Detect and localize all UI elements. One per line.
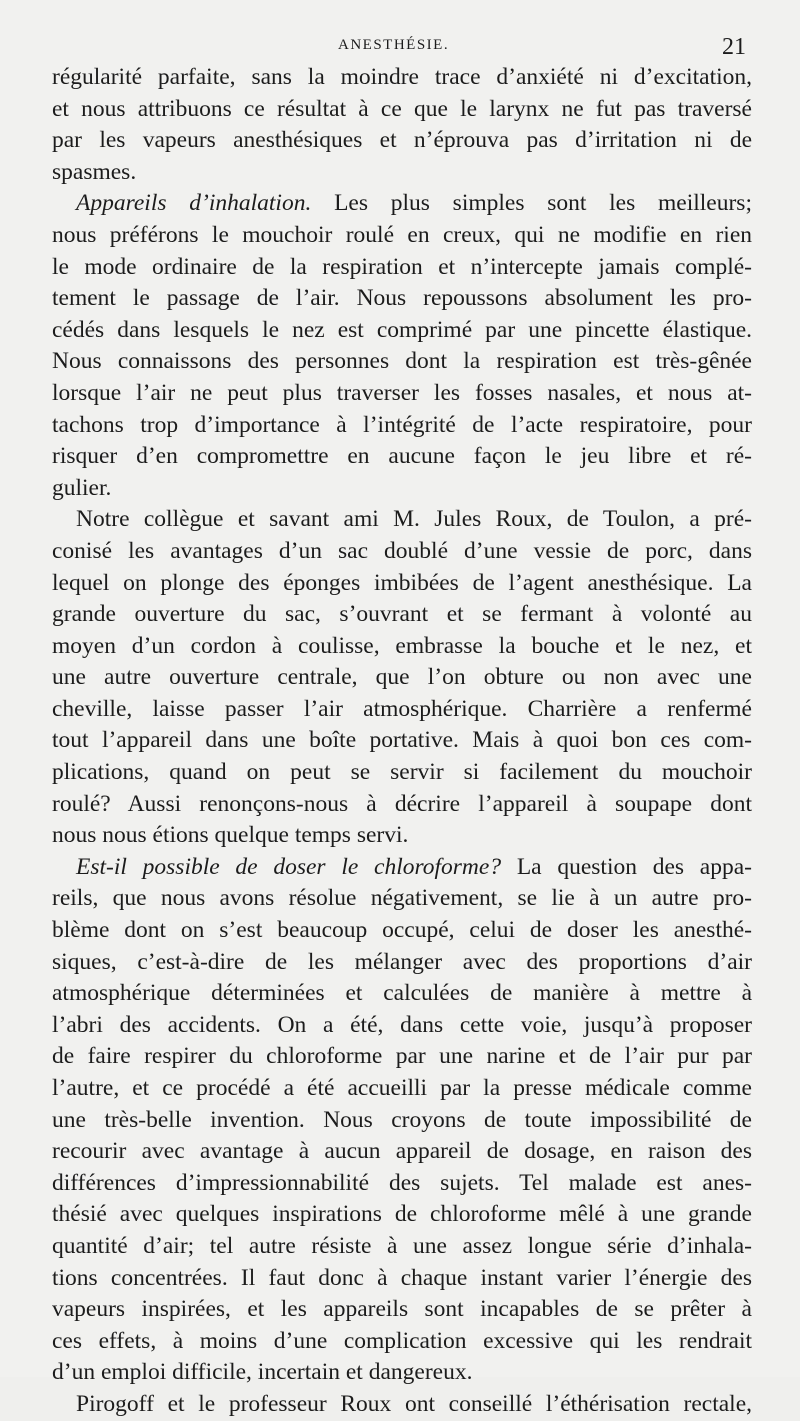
text-line: [52, 883, 752, 915]
text-line: [52, 789, 752, 821]
line-text: spasmes.: [52, 158, 137, 185]
running-head: [0, 34, 800, 64]
line-text: cheville, laisse passer l’air atmosphérique. Charrière a renfermé: [52, 695, 752, 722]
text-line: [52, 1168, 752, 1200]
line-text: cédés dans lesquels le nez est comprimé par une pincette élastique.: [52, 316, 752, 343]
text-line: [52, 346, 752, 378]
line-text: lorsque l’air ne peut plus traverser les fosses nasales, et nous at-: [52, 379, 752, 406]
line-text: risquer d’en compromettre en aucune façon le jeu libre et ré-: [52, 443, 752, 470]
text-line: [52, 1041, 752, 1073]
line-text: l’abri des accidents. On a été, dans cette voie, jusqu’à proposer: [52, 1011, 752, 1038]
line-text: thésié avec quelques inspirations de chloroforme mêlé à une grande: [52, 1201, 752, 1228]
text-line: [52, 157, 752, 189]
running-title: ANESTHÉSIE.: [338, 37, 450, 53]
line-text: et nous attribuons ce résultat à ce que le larynx ne fut pas traversé: [52, 95, 752, 122]
page-number: 21: [722, 34, 746, 60]
text-line: [52, 220, 752, 252]
text-line: [52, 473, 752, 505]
text-line: [52, 694, 752, 726]
line-text: Nous connaissons des personnes dont la respiration est très-gênée: [52, 348, 752, 375]
text-line: [52, 1231, 752, 1263]
text-line: [52, 1294, 752, 1326]
line-text: La question des appa-: [501, 853, 752, 880]
line-text: roulé? Aussi renonçons-nous à décrire l’appareil à soupape dont: [52, 790, 752, 817]
line-text: le mode ordinaire de la respiration et n’intercepte jamais complé-: [52, 253, 752, 280]
text-line: [52, 599, 752, 631]
text-line: [52, 188, 752, 220]
line-text: conisé les avantages d’un sac doublé d’une vessie de porc, dans: [52, 537, 752, 564]
text-line: [52, 820, 752, 852]
line-text: tement le passage de l’air. Nous repoussons absolument les pro-: [52, 285, 752, 312]
line-text: blème dont on s’est beaucoup occupé, celui de doser les anesthé-: [52, 917, 752, 944]
line-text: nous nous étions quelque temps servi.: [52, 822, 409, 849]
line-text: Pirogoff et le professeur Roux ont conseillé l’éthérisation rectale,: [76, 1390, 752, 1417]
line-text: nous préférons le mouchoir roulé en creux, qui ne modifie en rien: [52, 221, 752, 248]
text-line: [52, 1136, 752, 1168]
text-line: [52, 631, 752, 663]
paragraph-heading: Appareils d’inhalation.: [76, 190, 312, 217]
line-text: atmosphérique déterminées et calculées de manière à mettre à: [52, 980, 752, 1007]
text-line: [52, 536, 752, 568]
line-text: tachons trop d’importance à l’intégrité de l’acte respiratoire, pour: [52, 411, 752, 438]
line-text: tions concentrées. Il faut donc à chaque instant varier l’énergie des: [52, 1264, 752, 1291]
line-text: vapeurs inspirées, et les appareils sont incapables de se prêter à: [52, 1296, 752, 1323]
line-text: plications, quand on peut se servir si facilement du mouchoir: [52, 759, 752, 786]
text-line: [52, 1010, 752, 1042]
line-text: Notre collègue et savant ami M. Jules Roux, de Toulon, a pré-: [76, 506, 752, 533]
line-text: gulier.: [52, 474, 112, 501]
text-line: [52, 978, 752, 1010]
line-text: une autre ouverture centrale, que l’on obture ou non avec une: [52, 664, 752, 691]
text-line: [52, 94, 752, 126]
line-text: tout l’appareil dans une boîte portative. Mais à quoi bon ces com-: [52, 727, 752, 754]
text-line: [52, 125, 752, 157]
text-line: [52, 283, 752, 315]
line-text: l’autre, et ce procédé a été accueilli par la presse médicale comme: [52, 1075, 752, 1101]
line-text: reils, que nous avons résolue négativement, se lie à un autre pro-: [52, 885, 752, 912]
text-line: [52, 1073, 752, 1105]
text-line: [52, 1263, 752, 1295]
line-text: d’un emploi difficile, incertain et dangereux.: [52, 1359, 473, 1386]
line-text: lequel on plonge des éponges imbibées de l’agent anesthésique. La: [52, 569, 752, 596]
text-line: [52, 315, 752, 347]
line-text: une très-belle invention. Nous croyons de toute impossibilité de: [52, 1106, 752, 1133]
paragraph-heading: Est-il possible de doser le chloroforme?: [76, 853, 502, 880]
text-line: [52, 725, 752, 757]
body-text: [52, 62, 752, 1421]
text-line: [52, 915, 752, 947]
text-line: [52, 1199, 752, 1231]
line-text: Les plus simples sont les meilleurs;: [311, 190, 752, 217]
text-line: [52, 378, 752, 410]
text-line: [52, 1326, 752, 1358]
text-line: [52, 947, 752, 979]
line-text: par les vapeurs anesthésiques et n’éprouva pas d’irritation ni de: [52, 127, 752, 154]
text-line: [52, 252, 752, 284]
text-line: [52, 1389, 752, 1421]
line-text: de faire respirer du chloroforme par une narine et de l’air pur par: [52, 1043, 752, 1070]
text-line: [52, 662, 752, 694]
text-line: [52, 410, 752, 442]
line-text: ces effets, à moins d’une complication excessive qui les rendrait: [52, 1327, 752, 1354]
text-line: [52, 504, 752, 536]
line-text: recourir avec avantage à aucun appareil de dosage, en raison des: [52, 1138, 752, 1165]
line-text: différences d’impressionnabilité des sujets. Tel malade est anes-: [52, 1169, 752, 1196]
text-line: [52, 1357, 752, 1389]
text-line: [52, 568, 752, 600]
line-text: quantité d’air; tel autre résiste à une assez longue série d’inhala-: [52, 1232, 752, 1259]
text-line: [52, 852, 752, 884]
text-line: [52, 757, 752, 789]
line-text: régularité parfaite, sans la moindre trace d’anxiété ni d’excitation,: [52, 64, 752, 90]
text-line: [52, 1105, 752, 1137]
text-line: [52, 62, 752, 94]
line-text: moyen d’un cordon à coulisse, embrasse la bouche et le nez, et: [52, 632, 752, 659]
line-text: siques, c’est-à-dire de les mélanger avec des proportions d’air: [52, 948, 752, 975]
text-line: [52, 441, 752, 473]
line-text: grande ouverture du sac, s’ouvrant et se fermant à volonté au: [52, 601, 752, 628]
